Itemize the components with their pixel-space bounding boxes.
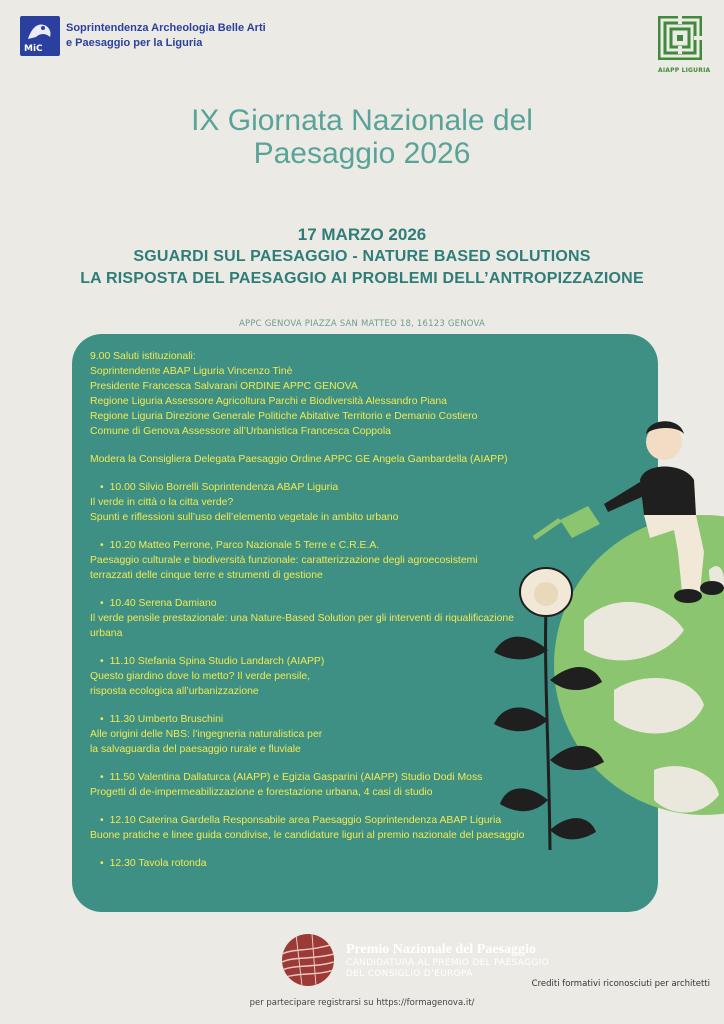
talk-detail: Il verde in città o la citta verde? <box>90 497 234 508</box>
mic-label: MiC <box>24 44 43 54</box>
talk-detail: Paesaggio culturale e biodiversità funzionale: caratterizzazione degli agroecosistemi <box>90 555 478 566</box>
talk-detail: risposta ecologica all’urbanizzazione <box>90 686 259 697</box>
event-theme: SGUARDI SUL PAESAGGIO - NATURE BASED SOLUTIONS <box>133 248 591 265</box>
talk-heading: • 10.20 Matteo Perrone, Parco Nazionale 5 Terre e C.R.E.A. <box>90 538 690 553</box>
talk-heading: • 12.30 Tavola rotonda <box>90 856 690 871</box>
aiapp-logo <box>658 16 711 74</box>
welcome-line: Soprintendente ABAP Liguria Vincenzo Tinè <box>90 366 293 377</box>
moderator-line: Modera la Consigliera Delegata Paesaggio Ordine APPC GE Angela Gambardella (AIAPP) <box>90 454 508 465</box>
title-line1: IX Giornata Nazionale del <box>191 104 533 137</box>
welcome-line: Regione Liguria Assessore Agricoltura Parchi e Biodiversità Alessandro Piana <box>90 396 447 407</box>
event-subheads <box>0 224 724 290</box>
talk-heading: • 10.00 Silvio Borrelli Soprintendenza ABAP Liguria <box>90 480 690 495</box>
maze-icon <box>658 16 702 60</box>
prize-subtitle-2: DEL CONSIGLIO D’EUROPA <box>346 968 473 979</box>
talk-heading: • 11.10 Stefania Spina Studio Landarch (AIAPP) <box>90 654 690 669</box>
page-title <box>0 104 724 170</box>
talk-detail: urbana <box>90 628 123 639</box>
program-list <box>90 349 690 871</box>
talk-detail: Spunti e riflessioni sull’uso dell’elemento vegetale in ambito urbano <box>90 512 399 523</box>
welcome-line: Regione Liguria Direzione Generale Politiche Abitative Territorio e Demanio Costiero <box>90 411 478 422</box>
org-name-line2: e Paesaggio per la Liguria <box>66 37 203 49</box>
aiapp-label: AIAPP LIGURIA <box>658 67 711 74</box>
talk-detail: terrazzati delle cinque terre e strumenti di gestione <box>90 570 323 581</box>
talk-heading: • 11.50 Valentina Dallaturca (AIAPP) e Egizia Gasparini (AIAPP) Studio Dodi Moss <box>90 770 690 785</box>
event-date: 17 MARZO 2026 <box>297 225 427 244</box>
soprintendenza-logo <box>20 16 266 56</box>
talk-heading: • 11.30 Umberto Bruschini <box>90 712 690 727</box>
welcome-line: Presidente Francesca Salvarani ORDINE APPC GENOVA <box>90 381 358 392</box>
welcome-line: Comune di Genova Assessore all’Urbanistica Francesca Coppola <box>90 426 391 437</box>
event-subtitle: LA RISPOSTA DEL PAESAGGIO AI PROBLEMI DELL’ANTROPIZZAZIONE <box>80 270 644 287</box>
talk-heading: • 10.40 Serena Damiano <box>90 596 690 611</box>
talk-detail: Progetti di de-impermeabilizzazione e forestazione urbana, 4 casi di studio <box>90 787 433 798</box>
talk-detail: la salvaguardia del paesaggio rurale e fluviale <box>90 744 301 755</box>
registration-link[interactable]: per partecipare registrarsi su https://formagenova.it/ <box>249 998 475 1008</box>
title-line2: Paesaggio 2026 <box>253 137 471 170</box>
prize-title: Premio Nazionale del Paesaggio <box>346 941 536 957</box>
venue-address: APPC GENOVA PIAZZA SAN MATTEO 18, 16123 GENOVA <box>239 319 485 329</box>
org-name <box>66 21 266 51</box>
welcome-line: 9.00 Saluti istituzionali: <box>90 351 196 362</box>
premio-paesaggio-logo <box>282 934 549 986</box>
prize-text <box>346 941 549 980</box>
credits-note: Crediti formativi riconosciuti per architetti <box>531 979 710 989</box>
talk-detail: Il verde pensile prestazionale: una Nature-Based Solution per gli interventi di riqualificazione <box>90 613 514 624</box>
prize-subtitle-1: CANDIDATURA AL PREMIO DEL PAESAGGIO <box>346 957 549 968</box>
landscape-emblem-icon <box>282 934 334 986</box>
talk-heading: • 12.10 Caterina Gardella Responsabile area Paesaggio Soprintendenza ABAP Liguria <box>90 813 690 828</box>
mic-logo-icon <box>20 16 60 56</box>
org-name-line1: Soprintendenza Archeologia Belle Arti <box>66 22 266 34</box>
talk-detail: Alle origini delle NBS: l’ingegneria naturalistica per <box>90 729 323 740</box>
talk-detail: Buone pratiche e linee guida condivise, le candidature liguri al premio nazionale del paesaggio <box>90 830 525 841</box>
talk-detail: Questo giardino dove lo metto? Il verde pensile, <box>90 671 311 682</box>
